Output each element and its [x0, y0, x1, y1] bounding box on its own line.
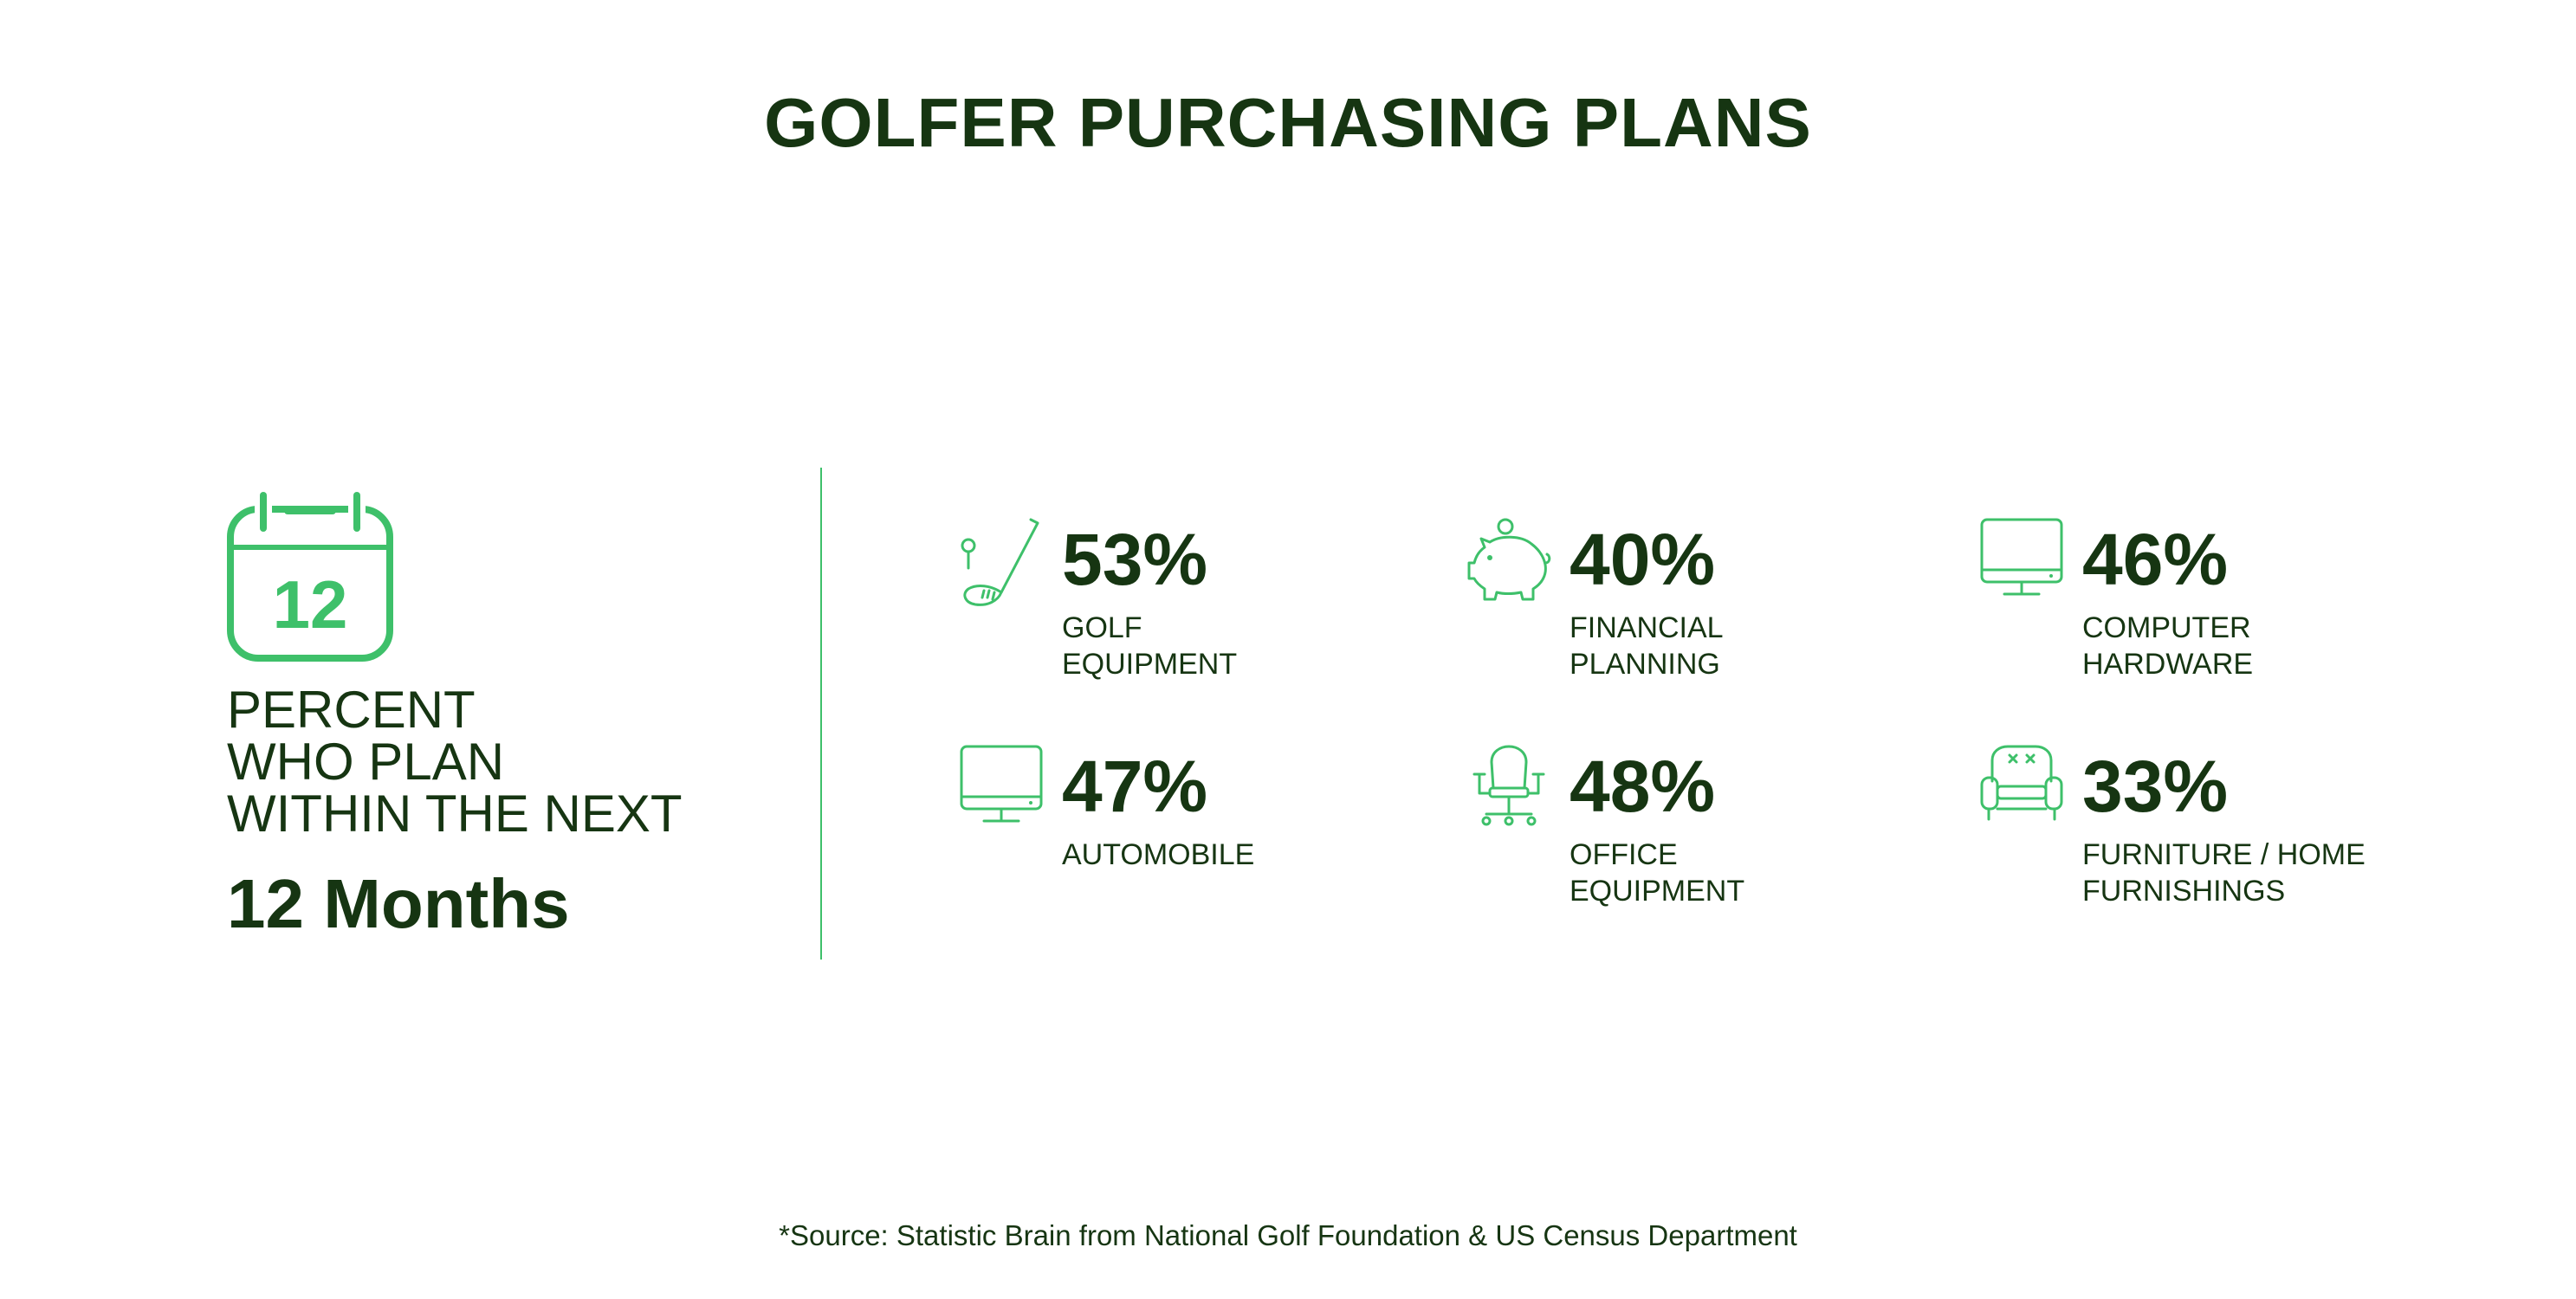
stat-label-line: GOLF [1062, 611, 1142, 644]
stat-value: 47% [1062, 746, 1208, 827]
stat-value: 48% [1570, 746, 1716, 827]
divider [820, 468, 822, 960]
stat-value: 40% [1570, 519, 1716, 600]
left-label-line: WITHIN THE NEXT [227, 785, 683, 843]
left-label-line: PERCENT [227, 681, 476, 739]
page-title: GOLFER PURCHASING PLANS [764, 84, 1812, 161]
stat-label-line: COMPUTER [2082, 611, 2251, 644]
stat-label [2082, 610, 2253, 682]
stat-label-line: PLANNING [1570, 648, 1720, 681]
golf-club-icon [958, 516, 1045, 611]
stat-value: 33% [2082, 746, 2229, 827]
stat-value: 53% [1062, 519, 1208, 600]
stat-label-line: AUTOMOBILE [1062, 838, 1255, 871]
stat-label-line: FURNISHINGS [2082, 875, 2286, 908]
stat-value: 46% [2082, 519, 2229, 600]
left-label-line: WHO PLAN [227, 733, 505, 791]
left-label [227, 681, 683, 843]
stat-label-line: OFFICE [1570, 838, 1678, 871]
office-chair-icon [1466, 743, 1552, 838]
stat-label [1570, 837, 1744, 909]
calendar-icon [223, 492, 397, 665]
stat-label-line: FINANCIAL [1570, 611, 1724, 644]
stat-label [1570, 610, 1724, 682]
monitor-icon [958, 743, 1045, 838]
armchair-icon [1978, 743, 2065, 838]
stat-label [1062, 837, 1254, 873]
stat-label [1062, 610, 1237, 682]
calendar-number: 12 [272, 566, 348, 643]
stat-label [2082, 837, 2366, 909]
stat-label-line: HARDWARE [2082, 648, 2254, 681]
left-emphasis: 12 Months [227, 865, 570, 942]
stat-label-line: EQUIPMENT [1062, 648, 1238, 681]
monitor-icon [1978, 516, 2065, 611]
stat-label-line: EQUIPMENT [1570, 875, 1745, 908]
piggy-bank-icon [1466, 516, 1552, 611]
stat-label-line: FURNITURE / HOME [2082, 838, 2366, 871]
source-note: *Source: Statistic Brain from National Golf Foundation & US Census Department [779, 1219, 1797, 1251]
